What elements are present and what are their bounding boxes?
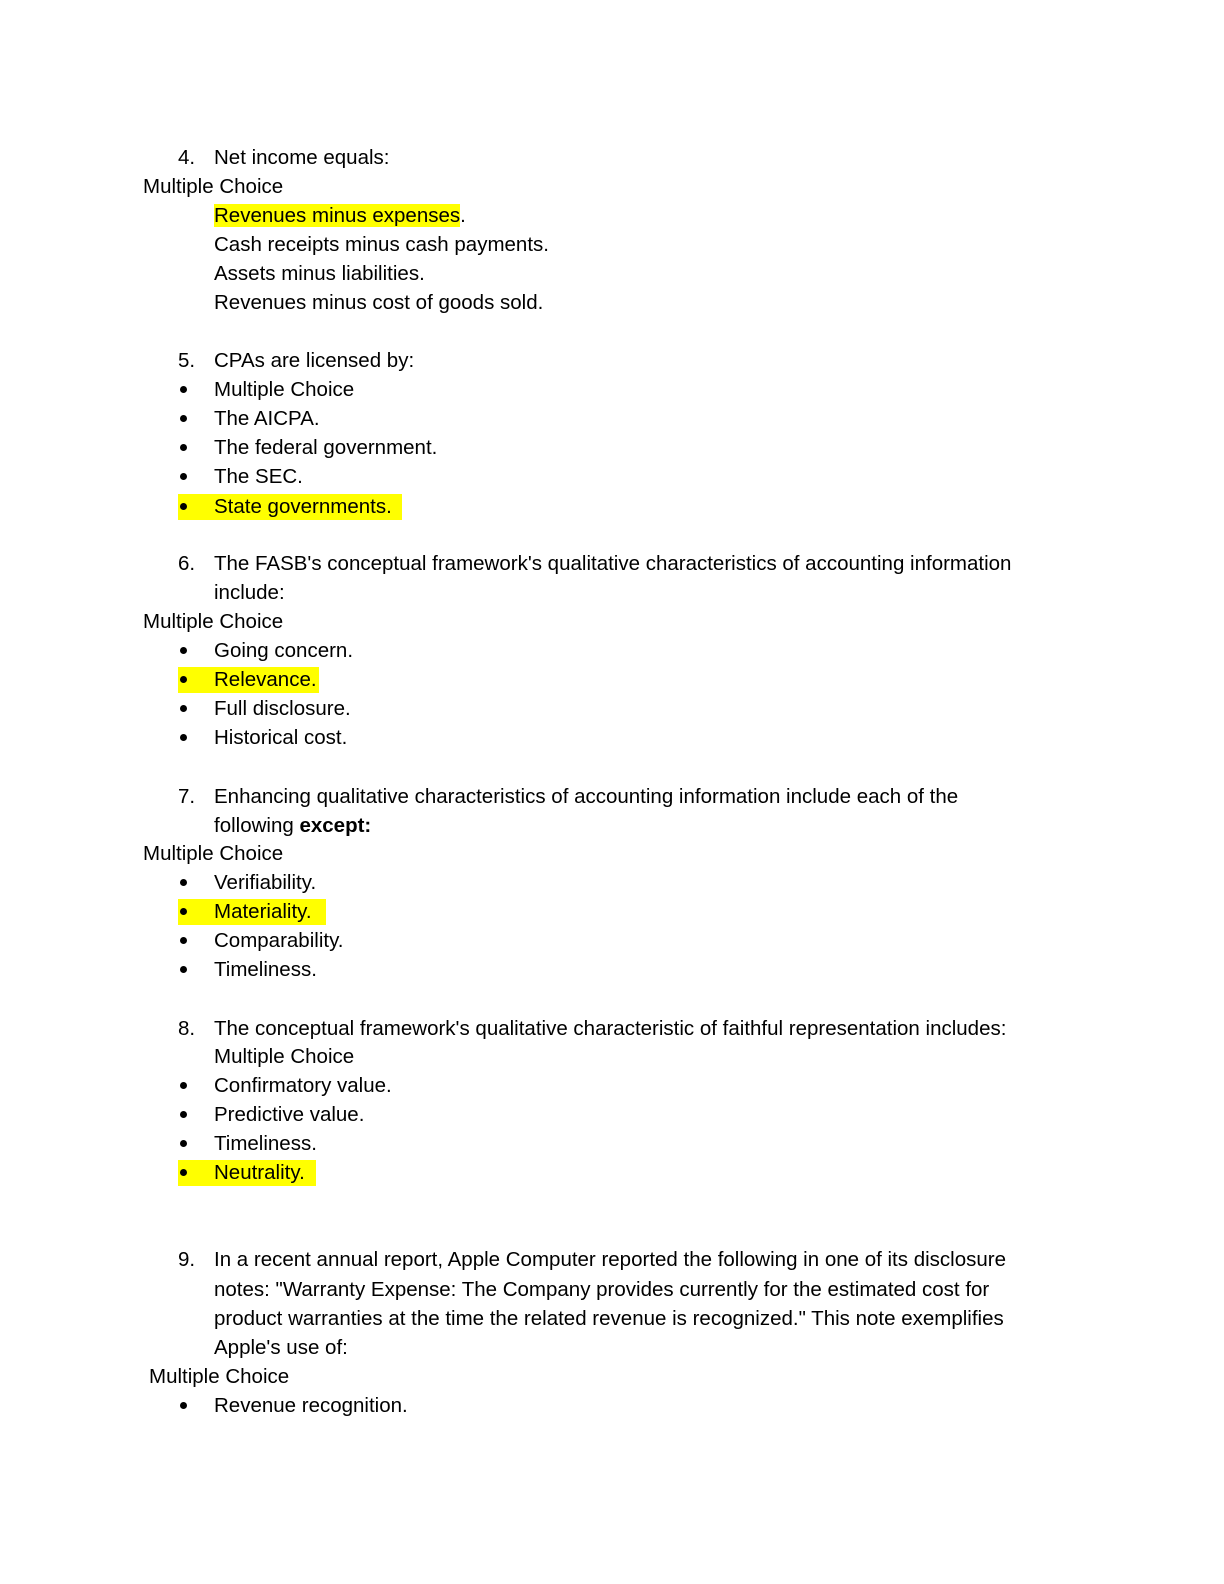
bullet-icon [180,1169,187,1176]
bullet-icon [180,444,187,451]
q6-bullet-1 [178,638,208,664]
q8-option-4[interactable]: Neutrality. [214,1161,305,1184]
q9-question-line3: product warranties at the time the related revenue is recognized." This note exemplifies [214,1307,1004,1330]
q7-bullet-1 [178,870,208,896]
q5-option-1[interactable]: Multiple Choice [214,378,355,401]
q6-bullet-4 [178,725,208,751]
q8-option-1[interactable]: Confirmatory value. [214,1074,392,1097]
bullet-icon [180,1402,187,1409]
q7-question-line2-text: following [214,814,300,837]
q7-except-emphasis: except: [299,814,372,837]
q5-bullet-4 [178,464,208,490]
q4-option-1[interactable] [214,203,466,229]
q5-bullet-1 [178,377,208,403]
q9-mc-label: Multiple Choice [149,1365,290,1388]
q6-bullet-3 [178,696,208,722]
q8-option-2[interactable]: Predictive value. [214,1103,365,1126]
bullet-icon [180,705,187,712]
bullet-icon [180,1082,187,1089]
q6-number: 6. [178,552,196,575]
q7-question-line1: Enhancing qualitative characteristics of accounting information include each of the [214,785,959,808]
q7-option-4[interactable]: Timeliness. [214,958,317,981]
q5-number: 5. [178,349,196,372]
q7-option-3[interactable]: Comparability. [214,929,344,952]
q5-bullet-5 [178,494,208,520]
q7-mc-label: Multiple Choice [143,842,284,865]
bullet-icon [180,1140,187,1147]
q6-mc-label: Multiple Choice [143,610,284,633]
q8-bullet-1 [178,1073,208,1099]
q6-option-2[interactable]: Relevance. [214,668,317,691]
q5-option-2[interactable]: The AICPA. [214,407,320,430]
q7-option-1[interactable]: Verifiability. [214,871,317,894]
q8-option-3[interactable]: Timeliness. [214,1132,317,1155]
q7-question-line2 [214,813,371,839]
q8-number: 8. [178,1017,196,1040]
q4-option-1-period: . [460,204,466,227]
bullet-icon [180,879,187,886]
q6-option-3[interactable]: Full disclosure. [214,697,351,720]
q6-bullet-2 [178,667,208,693]
q8-question: The conceptual framework's qualitative characteristic of faithful representation includes: [214,1017,1007,1040]
q5-option-5[interactable]: State governments. [214,495,392,518]
q6-question-line1: The FASB's conceptual framework's qualitative characteristics of accounting information [214,552,1012,575]
q8-bullet-4 [178,1160,208,1186]
bullet-icon [180,503,187,510]
q6-question-line2: include: [214,581,285,604]
bullet-icon [180,415,187,422]
q9-bullet-1 [178,1393,208,1419]
q5-bullet-2 [178,406,208,432]
q8-mc-label: Multiple Choice [214,1045,355,1068]
q5-option-3[interactable]: The federal government. [214,436,438,459]
q7-option-2[interactable]: Materiality. [214,900,312,923]
bullet-icon [180,386,187,393]
q9-number: 9. [178,1248,196,1271]
bullet-icon [180,676,187,683]
q5-option-4[interactable]: The SEC. [214,465,303,488]
q9-question-line1: In a recent annual report, Apple Computer reported the following in one of its disclosure [214,1248,1006,1271]
q7-number: 7. [178,785,196,808]
q4-number: 4. [178,146,196,169]
q7-bullet-4 [178,957,208,983]
q9-question-line4: Apple's use of: [214,1336,348,1359]
bullet-icon [180,647,187,654]
q9-option-1[interactable]: Revenue recognition. [214,1394,408,1417]
q4-option-3[interactable]: Assets minus liabilities. [214,262,425,285]
q7-bullet-2 [178,899,208,925]
bullet-icon [180,908,187,915]
q4-option-1-text: Revenues minus expenses [214,204,461,227]
q4-option-4[interactable]: Revenues minus cost of goods sold. [214,291,544,314]
q8-bullet-3 [178,1131,208,1157]
q6-option-4[interactable]: Historical cost. [214,726,348,749]
q5-bullet-3 [178,435,208,461]
q7-bullet-3 [178,928,208,954]
q4-question: Net income equals: [214,146,390,169]
q8-bullet-2 [178,1102,208,1128]
bullet-icon [180,1111,187,1118]
q6-option-1[interactable]: Going concern. [214,639,354,662]
bullet-icon [180,473,187,480]
q4-option-2[interactable]: Cash receipts minus cash payments. [214,233,549,256]
bullet-icon [180,937,187,944]
q4-mc-label: Multiple Choice [143,175,284,198]
q9-question-line2: notes: "Warranty Expense: The Company provides currently for the estimated cost for [214,1278,990,1301]
bullet-icon [180,966,187,973]
bullet-icon [180,734,187,741]
q5-question: CPAs are licensed by: [214,349,415,372]
